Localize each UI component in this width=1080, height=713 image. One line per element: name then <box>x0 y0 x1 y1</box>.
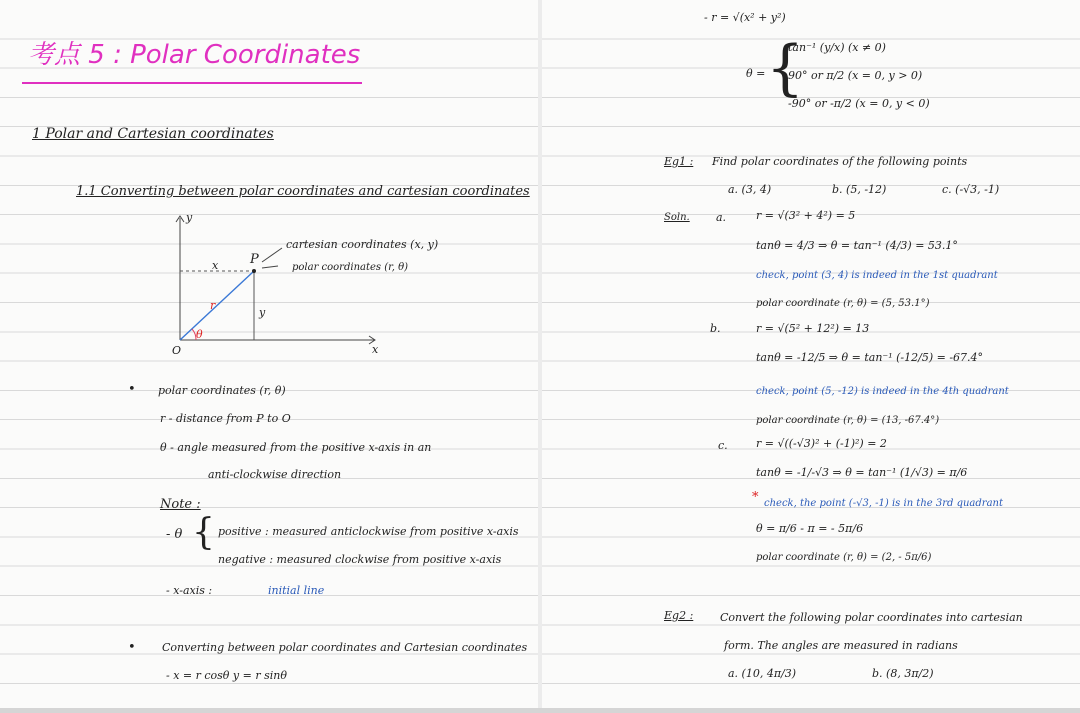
polar-coord-label: polar coordinates (r, θ) <box>292 262 409 273</box>
point-label: P <box>250 252 259 267</box>
bullet-polar-coordinates: polar coordinates (r, θ) <box>158 384 286 397</box>
note-positive: positive : measured anticlockwise from positive x-axis <box>218 525 519 538</box>
eg1-point-a: a. (3, 4) <box>728 183 772 196</box>
notebook-page-left <box>0 0 538 713</box>
note-negative: negative : measured clockwise from positive x-axis <box>218 553 502 566</box>
part-a-label: a. <box>716 211 727 224</box>
theta-definition: θ - angle measured from the positive x-axis in an <box>160 441 432 454</box>
polar-diagram <box>0 0 538 713</box>
b-step-1: r = √(5² + 12²) = 13 <box>756 322 870 335</box>
a-step-1: r = √(3² + 4²) = 5 <box>756 209 856 222</box>
y-segment-label: y <box>259 306 266 319</box>
c-step-3: θ = π/6 - π = - 5π/6 <box>756 522 864 535</box>
notebook-page-right <box>542 0 1080 713</box>
origin-label: O <box>172 344 182 357</box>
theta-definition-cont: anti-clockwise direction <box>208 468 342 481</box>
x-segment-label: x <box>212 259 219 272</box>
horizontal-scrollbar[interactable] <box>0 708 1080 713</box>
page-title: 考点 5 : Polar Coordinates <box>28 40 361 70</box>
theta-case-3: -90° or -π/2 (x = 0, y < 0) <box>788 97 930 110</box>
note-theta: - θ <box>166 527 183 542</box>
part-c-label: c. <box>718 439 728 452</box>
a-result: polar coordinate (r, θ) = (5, 53.1°) <box>756 298 930 309</box>
section-heading: 1 Polar and Cartesian coordinates <box>32 126 274 142</box>
b-result: polar coordinate (r, θ) = (13, -67.4°) <box>756 415 940 426</box>
eg2-label: Eg2 : <box>664 609 694 622</box>
r-definition: r - distance from P to O <box>160 412 291 425</box>
theta-case-1: tan⁻¹ (y/x) (x ≠ 0) <box>788 41 886 54</box>
a-check: check, point (3, 4) is indeed in the 1st quadrant <box>756 270 998 281</box>
solution-label: Soln. <box>664 212 690 223</box>
star-icon: * <box>752 490 759 505</box>
part-b-label: b. <box>710 322 721 335</box>
b-check: check, point (5, -12) is indeed in the 4th quadrant <box>756 386 1009 397</box>
b-step-2: tanθ = -12/5 ⇒ θ = tan⁻¹ (-12/5) = -67.4° <box>756 351 984 364</box>
cartesian-coord-label: cartesian coordinates (x, y) <box>286 238 439 251</box>
c-step-2: tanθ = -1/-√3 ⇒ θ = tan⁻¹ (1/√3) = π/6 <box>756 466 968 479</box>
initial-line-text: initial line <box>268 584 325 597</box>
a-step-2: tanθ = 4/3 ⇒ θ = tan⁻¹ (4/3) = 53.1° <box>756 239 958 252</box>
eg2-point-b: b. (8, 3π/2) <box>872 667 934 680</box>
conversion-formula: - x = r cosθ y = r sinθ <box>166 669 287 682</box>
note-heading: Note : <box>160 497 201 512</box>
theta-label: θ <box>196 328 203 341</box>
eg1-point-c: c. (-√3, -1) <box>942 183 1000 196</box>
theta-piecewise-label: θ = <box>746 67 766 80</box>
x-axis-label: x <box>372 343 379 356</box>
eg1-question: Find polar coordinates of the following points <box>712 155 968 168</box>
c-check: check, the point (-√3, -1) is in the 3rd quadrant <box>764 498 1003 509</box>
bullet-icon: • <box>128 382 136 397</box>
curly-brace-icon: { <box>766 33 805 103</box>
eg2-point-a: a. (10, 4π/3) <box>728 667 797 680</box>
c-step-1: r = √((-√3)² + (-1)²) = 2 <box>756 437 887 450</box>
eg2-question-line1: Convert the following polar coordinates into cartesian <box>720 611 1023 624</box>
eg1-label: Eg1 : <box>664 155 694 168</box>
note-x-axis: - x-axis : <box>166 584 213 597</box>
c-result: polar coordinate (r, θ) = (2, - 5π/6) <box>756 552 932 563</box>
r-label: r <box>210 299 216 312</box>
subsection-heading: 1.1 Converting between polar coordinates and cartesian coordinates <box>76 184 530 199</box>
bullet-converting: Converting between polar coordinates and Cartesian coordinates <box>162 641 528 654</box>
y-axis-label: y <box>186 211 193 224</box>
eg2-question-line2: form. The angles are measured in radians <box>724 639 958 652</box>
eg1-point-b: b. (5, -12) <box>832 183 887 196</box>
r-formula: - r = √(x² + y²) <box>704 11 786 24</box>
curly-brace-icon: { <box>192 512 215 553</box>
bullet-icon: • <box>128 640 136 655</box>
theta-case-2: 90° or π/2 (x = 0, y > 0) <box>788 69 923 82</box>
